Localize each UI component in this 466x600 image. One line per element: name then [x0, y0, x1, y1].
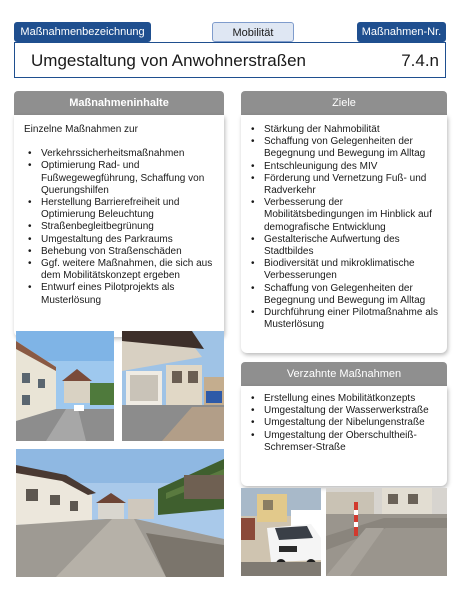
street-photo: [122, 331, 224, 441]
street-photo: [326, 488, 447, 576]
title-box: [14, 42, 446, 78]
list-item: • Umgestaltung der Oberschultheiß-Schremser-Straße: [247, 430, 441, 454]
list-item: • Straßenbegleitbegrünung: [24, 221, 216, 233]
panel-body: [241, 386, 447, 486]
list-item: • Schaffung von Gelegenheiten der Begegnung und Bewegung im Alltag: [247, 283, 441, 307]
list-item: • Durchführung einer Pilotmaßnahme als Musterlösung: [247, 307, 441, 331]
panel-heading: Verzahnte Maßnahmen: [241, 362, 447, 386]
list-item: • Erstellung eines Mobilitätkonzepts: [247, 393, 441, 405]
panel-heading: Ziele: [241, 91, 447, 115]
bullet-list: [247, 393, 441, 454]
list-item: • Umgestaltung des Parkraums: [24, 234, 216, 246]
list-item: • Biodiversität und mikroklimatische Verbesserungen: [247, 258, 441, 282]
list-item: • Gestalterische Aufwertung des Stadtbildes: [247, 234, 441, 258]
list-item: • Verbesserung der Mobilitätsbedingungen im Hinblick auf demografische Entwicklung: [247, 197, 441, 234]
list-item: • Herstellung Barrierefreiheit und Optimierung Beleuchtung: [24, 197, 216, 221]
list-item: • Entwurf eines Pilotprojekts als Musterlösung: [24, 282, 216, 306]
list-item: • Umgestaltung der Nibelungenstraße: [247, 417, 441, 429]
label-massnahmen-nr: Maßnahmen-Nr.: [357, 22, 446, 42]
street-photo: [16, 449, 224, 577]
list-item: • Schaffung von Gelegenheiten der Begegnung und Bewegung im Alltag: [247, 136, 441, 160]
label-massnahmenbezeichnung: Maßnahmenbezeichnung: [14, 22, 151, 42]
list-item: • Optimierung Rad- und Fußwegewegführung, Schaffung von Querungshilfen: [24, 160, 216, 197]
list-item: • Stärkung der Nahmobilität: [247, 124, 441, 136]
panel-body: [241, 115, 447, 353]
intro-text: Einzelne Maßnahmen zur: [24, 124, 138, 135]
list-item: • Umgestaltung der Wasserwerkstraße: [247, 405, 441, 417]
list-item: • Verkehrssicherheitsmaßnahmen: [24, 148, 216, 160]
list-item: • Behebung von Straßenschäden: [24, 246, 216, 258]
panel-heading: Maßnahmeninhalte: [14, 91, 224, 115]
category-badge: Mobilität: [212, 22, 294, 42]
list-item: • Förderung und Vernetzung Fuß- und Radverkehr: [247, 173, 441, 197]
panel-body: [14, 115, 224, 337]
list-item: • Entschleunigung des MIV: [247, 161, 441, 173]
street-photo: [16, 331, 114, 441]
bullet-list: [24, 148, 216, 307]
list-item: • Ggf. weitere Maßnahmen, die sich aus dem Mobilitätskonzept ergeben: [24, 258, 216, 282]
street-photo: [241, 488, 321, 576]
measure-number: 7.4.n: [401, 51, 439, 70]
bullet-list: [247, 124, 441, 331]
page-title: Umgestaltung von Anwohnerstraßen: [31, 51, 306, 70]
